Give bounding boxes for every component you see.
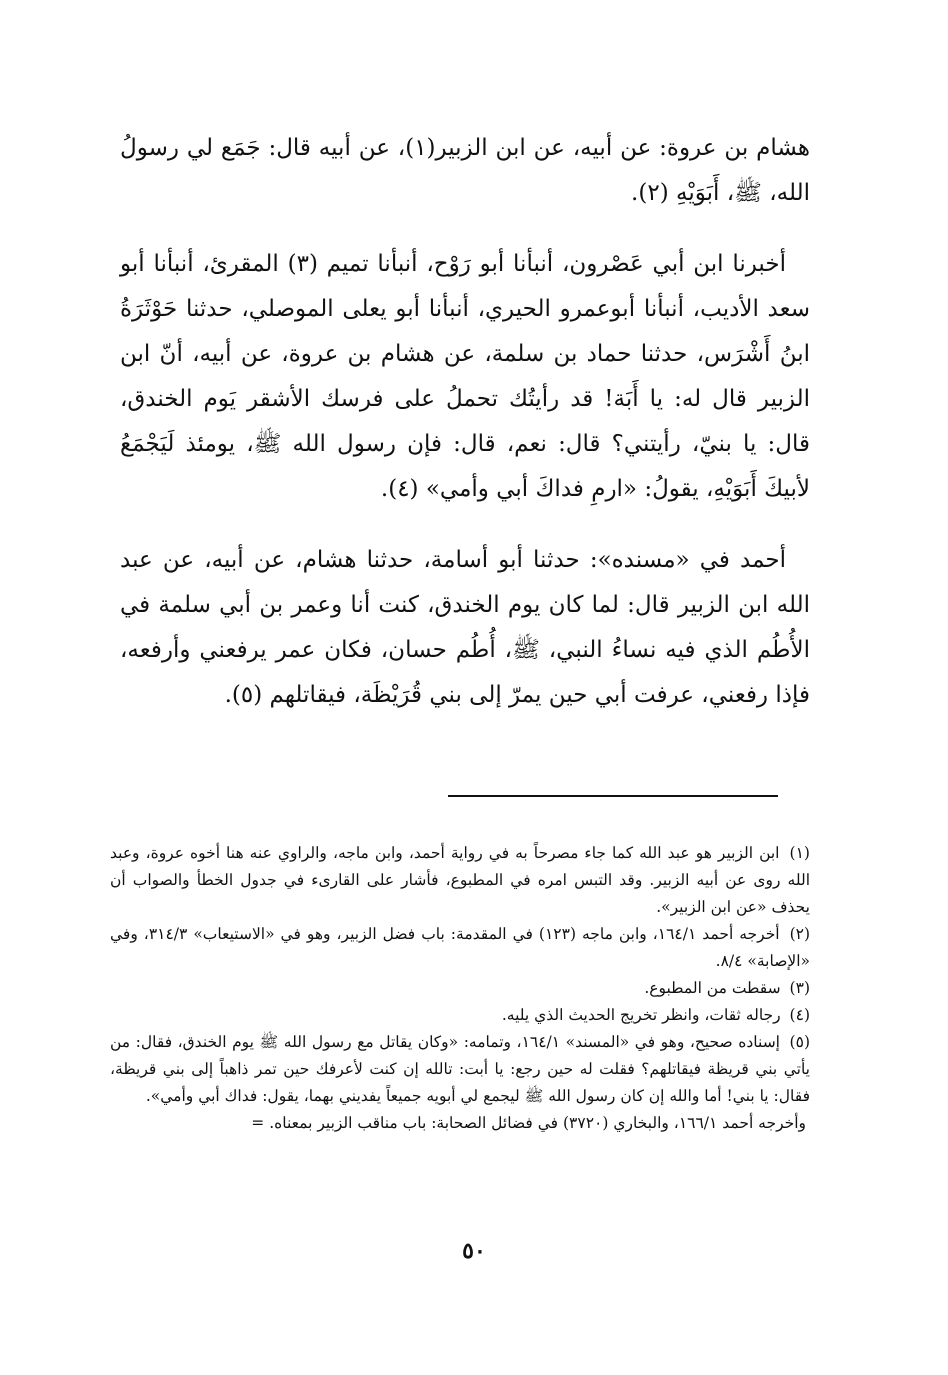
footnote-text: ابن الزبير هو عبد الله كما جاء مصرحاً به في رواية أحمد، وابن ماجه، والراوي عنه هنا أخوه عروة، وعبد الله روى عن أبيه الزبير. وقد التبس امره في المطبوع، فأشار على القارىء في جدول الخطأ والصواب أن يحذف «عن ابن الزبير». [110, 844, 810, 916]
main-text [120, 126, 810, 744]
footnotes [110, 840, 810, 1137]
footnote-5 [110, 1029, 810, 1110]
footnote-text: وأخرجه أحمد ١٦٦/١، والبخاري (٣٧٢٠) في فضائل الصحابة: باب مناقب الزبير بمعناه. = [251, 1114, 806, 1132]
footnote-text: رجاله ثقات، وانظر تخريج الحديث الذي يليه. [501, 1006, 781, 1024]
footnote-number: (٢) [789, 925, 811, 943]
footnote-4 [110, 1002, 810, 1029]
footnote-text: إسناده صحيح، وهو في «المسند» ١٦٤/١، وتمامه: «وكان يقاتل مع رسول الله ﷺ يوم الخندق، فقال: من يأتي بني قريظة فيقاتلهم؟ فقلت له حين رجع: يا أبت: تالله إن كنت لأعرفك حين تمر ذاهباً إلى بني قريظة، فقال: يا بني! أما والله إن كان رسول الله ﷺ ليجمع لي أبويه جميعاً يفديني بهما، يقول: فداك أبي وأمي». [110, 1033, 810, 1105]
paragraph-3: أحمد في «مسنده»: حدثنا أبو أسامة، حدثنا هشام، عن أبيه، عن عبد الله ابن الزبير قال: لما كان يوم الخندق، كنت أنا وعمر بن أبي سلمة في الأُطُم الذي فيه نساءُ النبي، ﷺ، أُطُم حسان، فكان عمر يرفعني وأرفعه، فإذا رفعني، عرفت أبي حين يمرّ إلى بني قُرَيْظَة، فيقاتلهم (٥). [120, 547, 810, 708]
footnote-number: (٤) [789, 1006, 810, 1024]
footnote-number: (٣) [789, 979, 810, 997]
footnote-text: سقطت من المطبوع. [644, 979, 781, 997]
footnote-text: أخرجه أحمد ١٦٤/١، وابن ماجه (١٢٣) في المقدمة: باب فضل الزبير، وهو في «الاستيعاب» ٣١٤/٣، وفي «الإصابة» ٨/٤. [110, 925, 810, 970]
footnote-5-continued [110, 1110, 810, 1137]
footnote-1 [110, 840, 810, 921]
footnote-divider [448, 795, 778, 797]
page-number: ٥٠ [462, 1238, 486, 1264]
paragraph-2: أخبرنا ابن أبي عَصْرون، أنبأنا أبو رَوْح، أنبأنا تميم (٣) المقرئ، أنبأنا أبو سعد الأديب، أنبأنا أبوعمرو الحيري، أنبأنا أبو يعلى الموصلي، حدثنا حَوْثَرَةُ ابنُ أَشْرَس، حدثنا حماد بن سلمة، عن هشام بن عروة، عن أبيه، أنّ ابن الزبير قال له: يا أَبَة! قد رأيتُك تحملُ على فرسك الأشقر يَوم الخندق، قال: يا بنيّ، رأيتني؟ قال: نعم، قال: فإن رسول الله ﷺ، يومئذ لَيَجْمَعُ لأبيكَ أَبَوَيْهِ، يقولُ: «ارمِ فداكَ أبي وأمي» (٤). [120, 251, 810, 502]
footnote-2 [110, 921, 810, 975]
footnote-3 [110, 975, 810, 1002]
footnote-number: (٥) [789, 1033, 810, 1051]
paragraph-1: هشام بن عروة: عن أبيه، عن ابن الزبير(١)، عن أبيه قال: جَمَع لي رسولُ الله، ﷺ، أَبَوَيْهِ (٢). [120, 135, 810, 206]
footnote-number: (١) [789, 844, 810, 862]
